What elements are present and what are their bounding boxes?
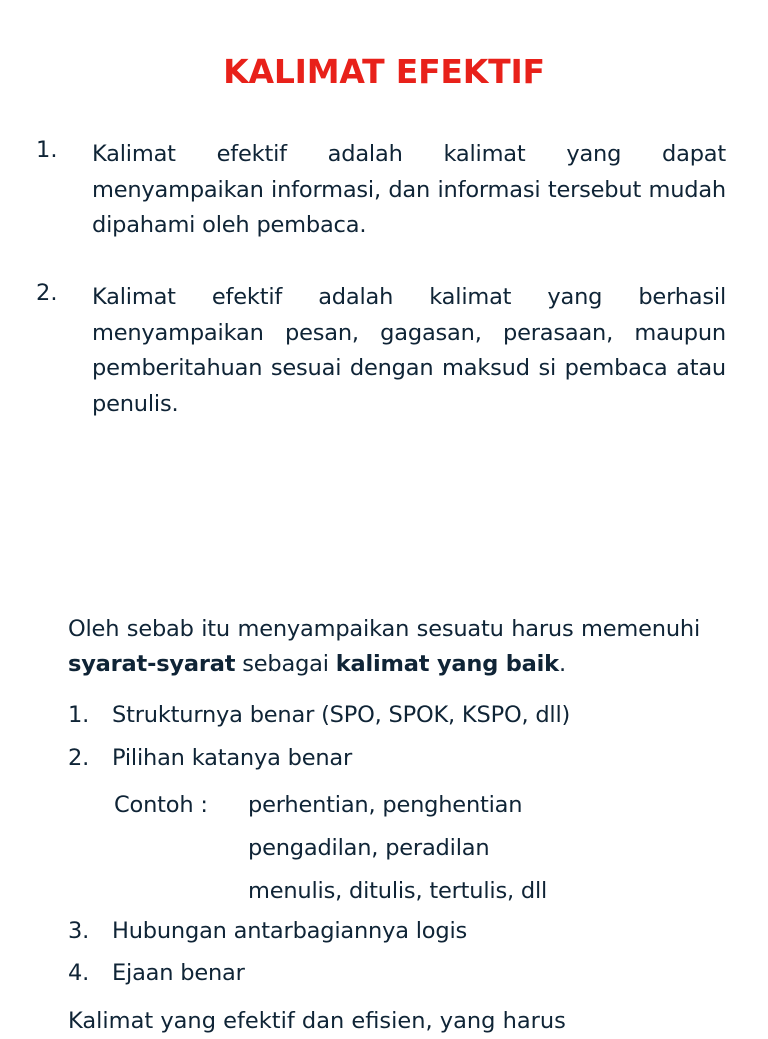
intro-bold-good-sentence: kalimat yang baik [335, 651, 559, 677]
example-line: perhentian, penghentian [248, 792, 523, 818]
intro-text: sebagai [235, 651, 336, 677]
definition-number: 2. [36, 280, 58, 306]
definition-number: 1. [36, 137, 58, 163]
definition-text: Kalimat efektif adalah kalimat yang berhasil menyampaikan pesan, gagasan, perasaan, maupun pemberitahuan sesuai dengan maksud si pembaca atau penulis. [92, 284, 726, 417]
requirement-text: Pilihan katanya benar [112, 745, 353, 771]
page-title: KALIMAT EFEKTIF [223, 52, 545, 91]
examples-label: Contoh : [114, 792, 208, 818]
requirement-text: Hubungan antarbagiannya logis [112, 918, 468, 944]
intro-bold-requirements: syarat-syarat [68, 651, 236, 677]
requirement-item [68, 960, 245, 986]
example-line: menulis, ditulis, tertulis, dll [248, 878, 548, 904]
requirement-item [68, 918, 467, 944]
requirement-item [68, 745, 352, 771]
requirement-number: 3. [68, 918, 90, 944]
definition-item [36, 137, 726, 244]
intro-text: . [558, 651, 566, 677]
requirement-number: 2. [68, 745, 90, 771]
requirement-text: Ejaan benar [112, 960, 245, 986]
requirement-number: 1. [68, 702, 90, 728]
cut-off-paragraph: Kalimat yang efektif dan efisien, yang harus [68, 1008, 566, 1034]
definition-item [36, 280, 726, 422]
definition-text: Kalimat efektif adalah kalimat yang dapat menyampaikan informasi, dan informasi tersebut mudah dipahami oleh pembaca. [92, 141, 726, 238]
requirement-number: 4. [68, 960, 90, 986]
intro-paragraph [68, 612, 700, 682]
requirement-item [68, 702, 570, 728]
example-line: pengadilan, peradilan [248, 835, 490, 861]
requirement-text: Strukturnya benar (SPO, SPOK, KSPO, dll) [112, 702, 571, 728]
intro-text: Oleh sebab itu menyampaikan sesuatu harus memenuhi [68, 616, 700, 642]
